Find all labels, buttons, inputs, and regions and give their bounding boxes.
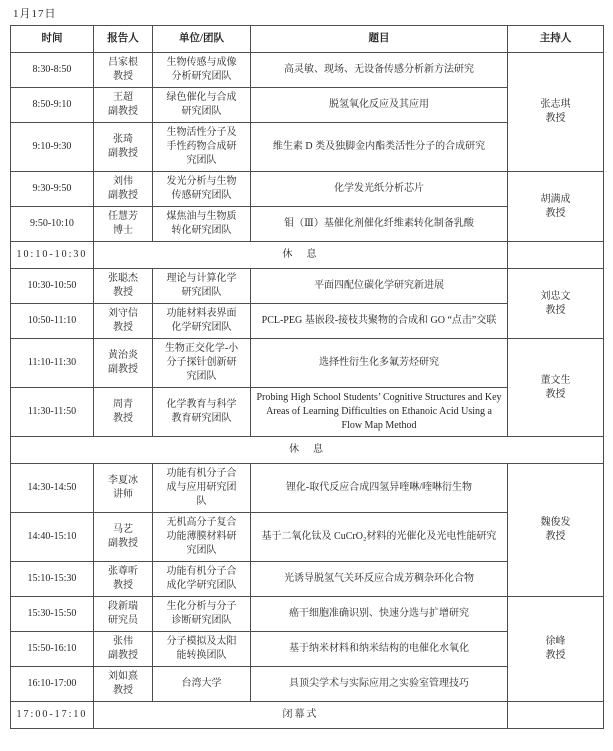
- team-cell: 分子模拟及太阳能转换团队: [153, 632, 251, 667]
- speaker-cell: [94, 388, 153, 437]
- team-cell: 功能有机分子合成化学研究团队: [153, 562, 251, 597]
- time-cell: 14:30-14:50: [11, 464, 94, 513]
- topic-cell: 具顶尖学术与实际应用之实验室管理技巧: [251, 667, 508, 702]
- header-host: 主持人: [508, 26, 604, 53]
- break-label: 休 息: [94, 242, 508, 269]
- host-cell: [508, 339, 604, 437]
- speaker-title: 教授: [113, 287, 133, 298]
- schedule-table: [10, 25, 604, 729]
- speaker-title: 副教授: [108, 364, 138, 375]
- topic-cell: 脱氢氧化反应及其应用: [251, 88, 508, 123]
- speaker-cell: [94, 339, 153, 388]
- speaker-name: 张伟: [113, 636, 133, 647]
- topic-cell: 光诱导脱氢气关环反应合成芳稠杂环化合物: [251, 562, 508, 597]
- speaker-cell: [94, 562, 153, 597]
- topic-cell: 钼（Ⅲ）基催化剂催化纤维素转化制备乳酸: [251, 207, 508, 242]
- team-cell: 发光分析与生物传感研究团队: [153, 172, 251, 207]
- speaker-cell: [94, 123, 153, 172]
- host-name: 魏俊发: [540, 517, 571, 528]
- header-speaker: 报告人: [94, 26, 153, 53]
- topic-cell: PCL-PEG 基嵌段-接枝共聚物的合成和 GO “点击”交联: [251, 304, 508, 339]
- topic-cell: 维生素 D 类及独脚金内酯类活性分子的合成研究: [251, 123, 508, 172]
- host-title: 教授: [545, 207, 566, 219]
- session-row: [11, 172, 604, 207]
- speaker-name: 黄治炎: [108, 350, 138, 361]
- time-cell: 9:10-9:30: [11, 123, 94, 172]
- speaker-title: 研究员: [108, 615, 138, 626]
- speaker-title: 副教授: [108, 650, 138, 661]
- host-title: 教授: [545, 304, 566, 316]
- speaker-name: 王超: [113, 92, 133, 103]
- speaker-title: 副教授: [108, 538, 138, 549]
- speaker-cell: [94, 464, 153, 513]
- topic-cell: 基于二氧化钛及 CuCrO₂材料的光催化及光电性能研究: [251, 513, 508, 562]
- speaker-name: 任慧芳: [108, 211, 138, 222]
- topic-cell: 基于纳米材料和纳米结构的电催化水氧化: [251, 632, 508, 667]
- speaker-name: 张聪杰: [108, 273, 138, 284]
- team-cell: 功能有机分子合成与应用研究团队: [153, 464, 251, 513]
- team-cell: 绿色催化与合成研究团队: [153, 88, 251, 123]
- host-cell: [508, 53, 604, 172]
- time-cell: 17:00-17:10: [11, 702, 94, 729]
- speaker-name: 段新瑞: [108, 601, 138, 612]
- speaker-name: 刘如熹: [108, 671, 138, 682]
- speaker-title: 教授: [113, 413, 133, 424]
- host-name: 徐峰: [545, 636, 566, 647]
- date-label: 1月17日: [13, 8, 57, 20]
- topic-cell: 高灵敏、现场、无设备传感分析新方法研究: [251, 53, 508, 88]
- team-cell: 煤焦油与生物质转化研究团队: [153, 207, 251, 242]
- host-name: 张志琪: [540, 99, 571, 110]
- host-name: 董文生: [540, 374, 571, 386]
- time-cell: 14:40-15:10: [11, 513, 94, 562]
- speaker-cell: [94, 88, 153, 123]
- host-cell: [508, 269, 604, 339]
- speaker-title: 讲师: [113, 489, 133, 500]
- topic-cell: 平面四配位碳化学研究新进展: [251, 269, 508, 304]
- header-topic: 题目: [251, 26, 508, 53]
- team-cell: 理论与计算化学研究团队: [153, 269, 251, 304]
- team-cell: 化学教育与科学教育研究团队: [153, 388, 251, 437]
- time-cell: 11:30-11:50: [11, 388, 94, 437]
- time-cell: 10:10-10:30: [11, 242, 94, 269]
- speaker-title: 副教授: [108, 190, 138, 201]
- team-cell: 生物传感与成像分析研究团队: [153, 53, 251, 88]
- speaker-name: 李夏冰: [108, 475, 138, 486]
- host-cell-empty: [508, 702, 604, 729]
- speaker-title: 博士: [113, 225, 133, 236]
- time-cell: 9:50-10:10: [11, 207, 94, 242]
- time-cell: 15:30-15:50: [11, 597, 94, 632]
- team-cell: 无机高分子复合功能薄膜材料研究团队: [153, 513, 251, 562]
- team-cell: 生物正交化学-小分子探针创新研究团队: [153, 339, 251, 388]
- speaker-title: 教授: [113, 322, 133, 333]
- speaker-name: 马艺: [113, 524, 133, 535]
- topic-cell: 锂化-取代反应合成四氢异喹啉/喹啉衍生物: [251, 464, 508, 513]
- speaker-cell: [94, 269, 153, 304]
- topic-cell: 癌干细胞准确识别、快速分选与扩增研究: [251, 597, 508, 632]
- session-row: [11, 339, 604, 388]
- session-row: [11, 53, 604, 88]
- host-cell: [508, 172, 604, 242]
- speaker-name: 张尊听: [108, 566, 138, 577]
- topic-cell: Probing High School Students’ Cognitive Structures and Key Areas of Learning Difficulties on Ethanoic Acid Using a Flow Map Method: [251, 388, 508, 437]
- speaker-cell: [94, 632, 153, 667]
- host-title: 教授: [545, 531, 566, 542]
- speaker-cell: [94, 597, 153, 632]
- speaker-title: 教授: [113, 71, 133, 82]
- session-row: [11, 597, 604, 632]
- speaker-cell: [94, 53, 153, 88]
- closing-label: 闭幕式: [94, 702, 508, 729]
- host-cell: [508, 464, 604, 597]
- break-row: [11, 242, 604, 269]
- header-time: 时间: [11, 26, 94, 53]
- host-name: 刘忠文: [540, 290, 571, 302]
- speaker-cell: [94, 172, 153, 207]
- speaker-name: 周青: [113, 399, 133, 410]
- speaker-title: 副教授: [108, 106, 138, 117]
- session-row: [11, 269, 604, 304]
- topic-cell: 化学发光纸分析芯片: [251, 172, 508, 207]
- speaker-name: 吕家根: [108, 57, 138, 68]
- speaker-cell: [94, 667, 153, 702]
- speaker-title: 教授: [113, 685, 133, 696]
- host-title: 教授: [545, 388, 566, 400]
- team-cell: 功能材料表界面化学研究团队: [153, 304, 251, 339]
- speaker-cell: [94, 513, 153, 562]
- time-cell: 8:50-9:10: [11, 88, 94, 123]
- host-cell-empty: [508, 242, 604, 269]
- closing-row: [11, 702, 604, 729]
- time-cell: 11:10-11:30: [11, 339, 94, 388]
- session-row: [11, 464, 604, 513]
- time-cell: 9:30-9:50: [11, 172, 94, 207]
- time-cell: 10:50-11:10: [11, 304, 94, 339]
- speaker-name: 刘守信: [108, 308, 138, 319]
- speaker-cell: [94, 304, 153, 339]
- speaker-name: 刘伟: [113, 176, 133, 187]
- speaker-name: 张琦: [113, 134, 133, 145]
- speaker-cell: [94, 207, 153, 242]
- team-cell: 台湾大学: [153, 667, 251, 702]
- break-label: 休 息: [11, 437, 604, 464]
- speaker-title: 副教授: [108, 148, 138, 159]
- time-cell: 8:30-8:50: [11, 53, 94, 88]
- time-cell: 16:10-17:00: [11, 667, 94, 702]
- topic-cell: 选择性衍生化多氟芳烃研究: [251, 339, 508, 388]
- team-cell: 生化分析与分子诊断研究团队: [153, 597, 251, 632]
- speaker-title: 教授: [113, 580, 133, 591]
- host-title: 教授: [545, 650, 566, 661]
- team-cell: 生物活性分子及手性药物合成研究团队: [153, 123, 251, 172]
- header-team: 单位/团队: [153, 26, 251, 53]
- time-cell: 15:50-16:10: [11, 632, 94, 667]
- time-cell: 15:10-15:30: [11, 562, 94, 597]
- host-title: 教授: [545, 113, 566, 124]
- break-row: [11, 437, 604, 464]
- time-cell: 10:30-10:50: [11, 269, 94, 304]
- host-name: 胡满成: [540, 193, 571, 205]
- header-row: [11, 26, 604, 53]
- host-cell: [508, 597, 604, 702]
